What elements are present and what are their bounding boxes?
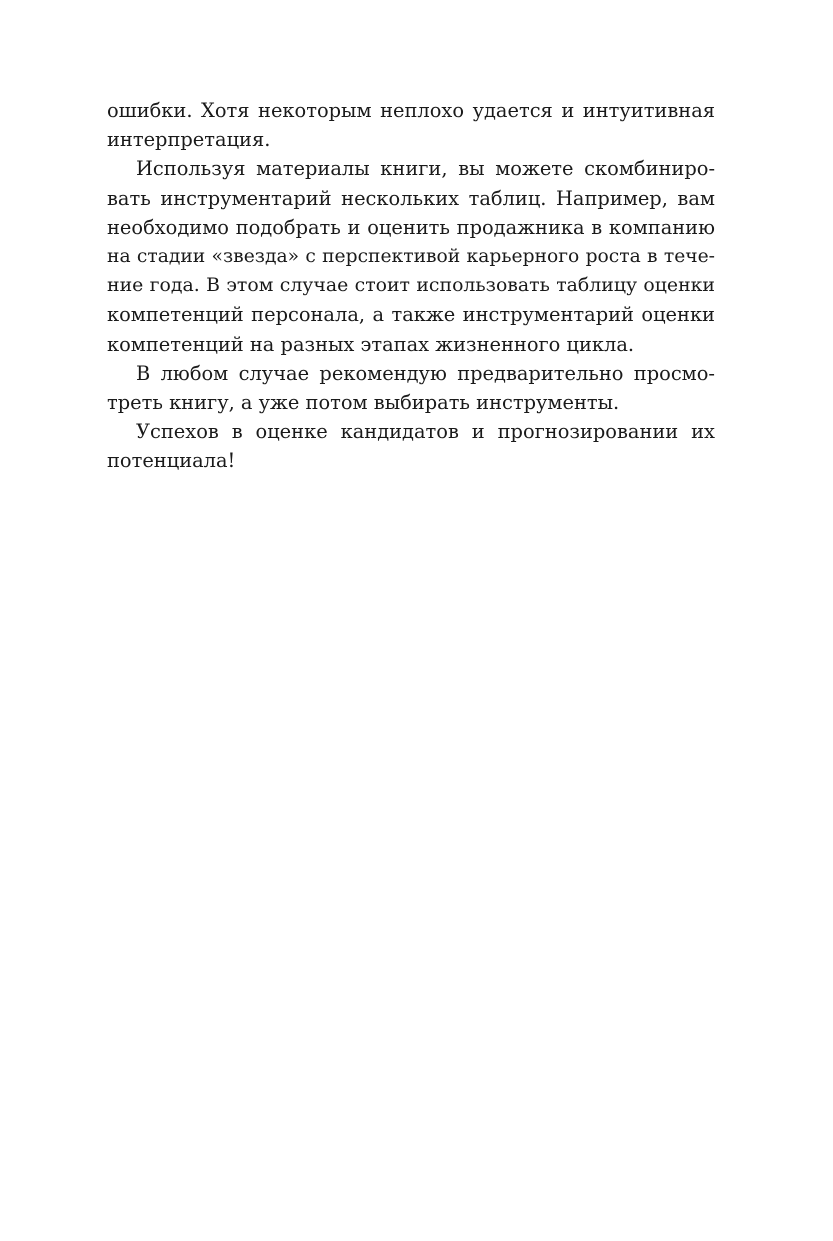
text-line: ошибки. Хотя некоторым неплохо удается и интуитивная — [107, 99, 715, 122]
text-line: на стадии «звезда» с перспективой карьерного роста в тече- — [107, 245, 715, 267]
text-line: Используя материалы книги, вы можете скомбиниро- — [136, 157, 715, 181]
text-line: ние года. В этом случае стоит использовать таблицу оценки — [107, 274, 715, 297]
text-line: компетенций на разных этапах жизненного цикла. — [107, 332, 635, 356]
text-line: потенциала! — [107, 449, 236, 473]
text-line: интерпретация. — [107, 128, 271, 152]
paragraph-1 — [107, 96, 715, 154]
text-line: вать инструментарий нескольких таблиц. Например, вам — [107, 186, 715, 210]
paragraph-2 — [107, 154, 715, 358]
text-line: компетенций персонала, а также инструментарий оценки — [107, 303, 715, 327]
text-line: Успехов в оценке кандидатов и прогнозировании их — [136, 420, 715, 444]
paragraph-4 — [107, 417, 715, 475]
text-line: В любом случае рекомендую предварительно просмо- — [136, 361, 715, 385]
text-line: треть книгу, а уже потом выбирать инструменты. — [107, 390, 620, 414]
body-text — [107, 96, 715, 475]
text-line: необходимо подобрать и оценить продажника в компанию — [107, 215, 715, 239]
paragraph-3 — [107, 359, 715, 417]
